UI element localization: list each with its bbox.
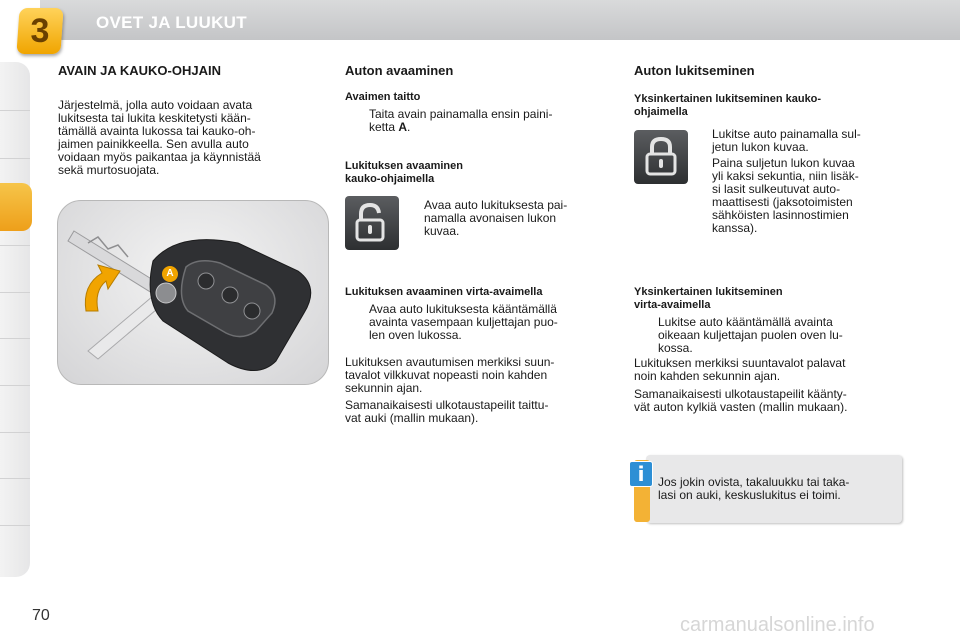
chapter-tab-divider — [0, 432, 30, 433]
bullet-key-fold — [345, 108, 615, 134]
bullet-remote-unlock — [410, 199, 615, 238]
text-line: yli kaksi sekuntia, niin lisäk- — [712, 169, 859, 183]
text-line: sähköisten lasinnostimien — [712, 208, 849, 222]
bullet-key-unlock — [345, 303, 615, 342]
text-line: Jos jokin ovista, takaluukku tai taka- — [658, 475, 850, 489]
text-line: Avaa auto lukituksesta pai- — [424, 198, 568, 212]
text-line: Järjestelmä, jolla auto voidaan avata — [58, 98, 253, 112]
text-line: ketta A. — [369, 120, 411, 134]
text-line: Lukitse auto painamalla sul- — [712, 127, 861, 141]
lock-signal-paragraph — [634, 357, 903, 383]
text-line: kanssa). — [712, 221, 758, 235]
chapter-tab-divider — [0, 338, 30, 339]
text-line: tavalot vilkkuvat nopeasti noin kahden — [345, 368, 548, 382]
info-note-text — [658, 476, 896, 502]
section-heading-key: AVAIN JA KAUKO-OHJAIN — [58, 63, 221, 78]
text-line: oikeaan kuljettajan puolen oven lu- — [658, 328, 843, 342]
text-line: Samanaikaisesti ulkotaustapeilit taittu- — [345, 398, 549, 412]
chapter-tab-divider — [0, 158, 30, 159]
chapter-tab-divider — [0, 245, 30, 246]
chapter-tab-divider — [0, 385, 30, 386]
info-icon: i — [629, 461, 653, 487]
text-line: sekä murtosuojata. — [58, 163, 160, 177]
text-line: sekunnin ajan. — [345, 381, 423, 395]
subheading-remote-unlock: Lukituksen avaaminen kauko-ohjaimella — [345, 160, 463, 185]
subheading-key-fold: Avaimen taitto — [345, 91, 421, 103]
closed-padlock-button-icon — [634, 130, 688, 184]
unlock-mirror-paragraph — [345, 399, 615, 425]
chapter-tabs — [0, 62, 30, 577]
watermark: carmanualsonline.info — [680, 614, 875, 636]
text-line: Taita avain painamalla ensin paini- — [369, 107, 553, 121]
text-line: Lukituksen avautumisen merkiksi suun- — [345, 355, 555, 369]
text-line: jetun lukon kuvaa. — [712, 140, 809, 154]
text-line: len oven lukossa. — [369, 328, 462, 342]
bullet-key-lock — [634, 316, 903, 355]
chapter-tab-divider — [0, 110, 30, 111]
chapter-tab-divider — [0, 478, 30, 479]
lock-mirror-paragraph — [634, 388, 903, 414]
text-line: vat auki (mallin mukaan). — [345, 411, 479, 425]
text-line: Samanaikaisesti ulkotaustapeilit käänty- — [634, 387, 847, 401]
text-line: lasi on auki, keskuslukitus ei toimi. — [658, 488, 841, 502]
chapter-number: 3 — [30, 12, 50, 50]
text-line: voidaan myös paikantaa ja käynnistää — [58, 150, 261, 164]
text-line: kuvaa. — [424, 224, 460, 238]
text-line: Avaa auto lukituksesta kääntämällä — [369, 302, 557, 316]
key-remote-drawing — [58, 201, 328, 384]
text-line: namalla avonaisen lukon — [424, 211, 557, 225]
chapter-title: OVET JA LUUKUT — [96, 13, 247, 32]
page-number: 70 — [32, 607, 50, 624]
text-line: tämällä avainta lukossa tai kauko-oh- — [58, 124, 256, 138]
chapter-tab-divider — [0, 292, 30, 293]
bullet-remote-lock — [698, 128, 903, 154]
chapter-tab-active[interactable] — [0, 183, 32, 231]
open-padlock-button-icon — [345, 196, 399, 250]
text-line: Paina suljetun lukon kuvaa — [712, 156, 855, 170]
section-heading-locking: Auton lukitseminen — [634, 63, 755, 78]
subheading-key-unlock: Lukituksen avaaminen virta-avaimella — [345, 286, 543, 298]
button-label-badge: A — [162, 266, 178, 282]
chapter-tab-divider — [0, 525, 30, 526]
key-illustration — [57, 200, 329, 385]
text-line: noin kahden sekunnin ajan. — [634, 369, 781, 383]
unlock-signal-paragraph — [345, 356, 615, 395]
text-line: jaimen painikkeella. Sen avulla auto — [58, 137, 249, 151]
text-line: avainta vasempaan kuljettajan puo- — [369, 315, 558, 329]
text-line: lukitsesta tai lukita keskitetysti kään- — [58, 111, 251, 125]
text-line: si lasit sulkeutuvat auto- — [712, 182, 841, 196]
button-a-ref: A — [398, 120, 408, 134]
section-heading-unlocking: Auton avaaminen — [345, 63, 454, 78]
subheading-remote-lock: Yksinkertainen lukitseminen kauko- ohjaimella — [634, 93, 822, 118]
text-line: Lukitse auto kääntämällä avainta — [658, 315, 833, 329]
text-line: kossa. — [658, 341, 693, 355]
text-line: Lukituksen merkiksi suuntavalot palavat — [634, 356, 846, 370]
intro-paragraph — [58, 99, 325, 177]
bullet-remote-lock-windows — [698, 157, 903, 235]
subheading-key-lock: Yksinkertainen lukitseminen virta-avaimella — [634, 286, 783, 311]
text-line: vät auton kylkiä vasten (mallin mukaan). — [634, 400, 848, 414]
text-line: maattisesti (jaksotoimisten — [712, 195, 853, 209]
